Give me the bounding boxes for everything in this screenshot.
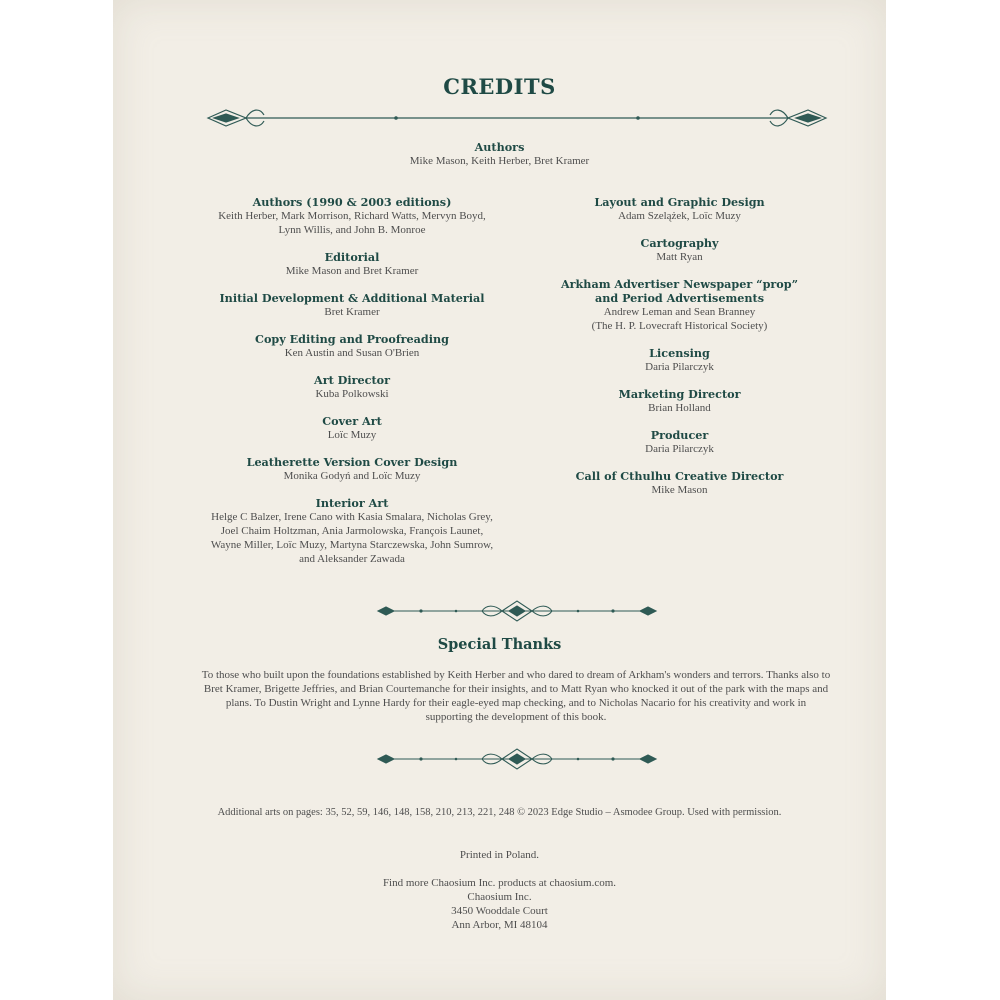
credit-value: Matt Ryan (656, 251, 703, 263)
credit-value: Daria Pilarczyk (645, 361, 714, 373)
credit-heading: Interior Art (315, 496, 389, 510)
document-page (113, 0, 886, 1000)
credit-value: Daria Pilarczyk (645, 443, 714, 455)
credit-value: Helge C Balzer, Irene Cano with Kasia Smalara, Nicholas Grey, (211, 511, 493, 523)
ornate-divider-icon (376, 598, 658, 624)
credit-heading: Cover Art (322, 414, 382, 428)
address-street: 3450 Wooddale Court (451, 905, 548, 917)
credit-value: Monika Godyń and Loïc Muzy (283, 470, 421, 482)
credit-heading: Authors (474, 140, 525, 154)
credit-value: Ken Austin and Susan O'Brien (284, 347, 420, 359)
credit-value: Bret Kramer (324, 306, 380, 318)
credit-heading: Cartography (640, 236, 719, 250)
credit-heading: Call of Cthulhu Creative Director (575, 469, 784, 483)
credit-heading: Art Director (314, 373, 390, 387)
authors-block (113, 140, 886, 168)
credit-item (553, 469, 806, 497)
credit-value: Lynn Willis, and John B. Monroe (278, 224, 426, 236)
credit-heading: Layout and Graphic Design (594, 195, 765, 209)
credits-right-column (553, 195, 806, 510)
credit-item (553, 387, 806, 415)
credit-item (553, 346, 806, 374)
credit-item (206, 496, 498, 566)
credits-left-column (206, 195, 498, 579)
credit-heading: Initial Development & Additional Material (219, 291, 485, 305)
credit-item (206, 455, 498, 483)
credit-value: Mike Mason and Bret Kramer (285, 265, 419, 277)
credit-heading: Leatherette Version Cover Design (246, 455, 458, 469)
credit-value: Mike Mason, Keith Herber, Bret Kramer (409, 155, 590, 167)
credit-value: Loïc Muzy (327, 429, 377, 441)
special-thanks-heading: Special Thanks (437, 636, 562, 653)
credit-item (206, 291, 498, 319)
credit-value: Mike Mason (651, 484, 708, 496)
credit-value: Keith Herber, Mark Morrison, Richard Watts, Mervyn Boyd, (218, 210, 486, 222)
credit-value: Adam Szelążek, Loïc Muzy (618, 210, 741, 222)
credit-item (206, 250, 498, 278)
credit-item (206, 195, 498, 237)
page-title: CREDITS (443, 74, 556, 99)
credit-heading: Authors (1990 & 2003 editions) (252, 195, 452, 209)
credit-item (553, 428, 806, 456)
credit-heading: Licensing (649, 346, 710, 360)
ornate-divider-icon (376, 746, 658, 772)
credit-value: Andrew Leman and Sean Branney (603, 306, 756, 318)
ornate-divider-icon (206, 103, 828, 133)
company-name: Chaosium Inc. (467, 891, 532, 903)
credit-heading: Arkham Advertiser Newspaper “prop” and Period Advertisements (560, 277, 799, 305)
credit-value: Brian Holland (648, 402, 711, 414)
credit-item (553, 236, 806, 264)
credit-value: Joel Chaim Holtzman, Ania Jarmolowska, François Launet, (220, 525, 484, 537)
credit-item (206, 332, 498, 360)
credit-item (553, 277, 806, 333)
special-thanks-text: To those who built upon the foundations established by Keith Herber and who dared to dream of Arkham's wonders and terrors. Thanks also to Bret Kramer, Brigette Jeffries, and Brian Courtemanche for their insights, and to Matt Ryan who knocked it out of the park with the maps and plans. To Dustin Wright and Lynne Hardy for their eagle-eyed map checking, and to Nicholas Nacario for his creativity and work in supporting the development of this book. (201, 669, 831, 723)
printed-notice: Printed in Poland. (459, 849, 540, 861)
credit-item (553, 195, 806, 223)
credit-heading: Producer (650, 428, 709, 442)
credit-item (206, 414, 498, 442)
additional-arts-notice: Additional arts on pages: 35, 52, 59, 146, 148, 158, 210, 213, 221, 248 © 2023 Edge Studio – Asmodee Group. Used with permission. (217, 807, 782, 818)
credit-value: Wayne Miller, Loïc Muzy, Martyna Starczewska, John Sumrow, (210, 539, 494, 551)
credit-value: and Aleksander Zawada (299, 553, 405, 565)
address-city: Ann Arbor, MI 48104 (451, 919, 548, 931)
credit-value: (The H. P. Lovecraft Historical Society) (591, 320, 768, 332)
credit-value: Kuba Polkowski (315, 388, 389, 400)
credit-heading: Editorial (324, 250, 380, 264)
credit-item (206, 373, 498, 401)
credit-heading: Copy Editing and Proofreading (255, 332, 449, 346)
credit-heading: Marketing Director (618, 387, 741, 401)
find-more-notice: Find more Chaosium Inc. products at chaosium.com. (382, 877, 617, 889)
